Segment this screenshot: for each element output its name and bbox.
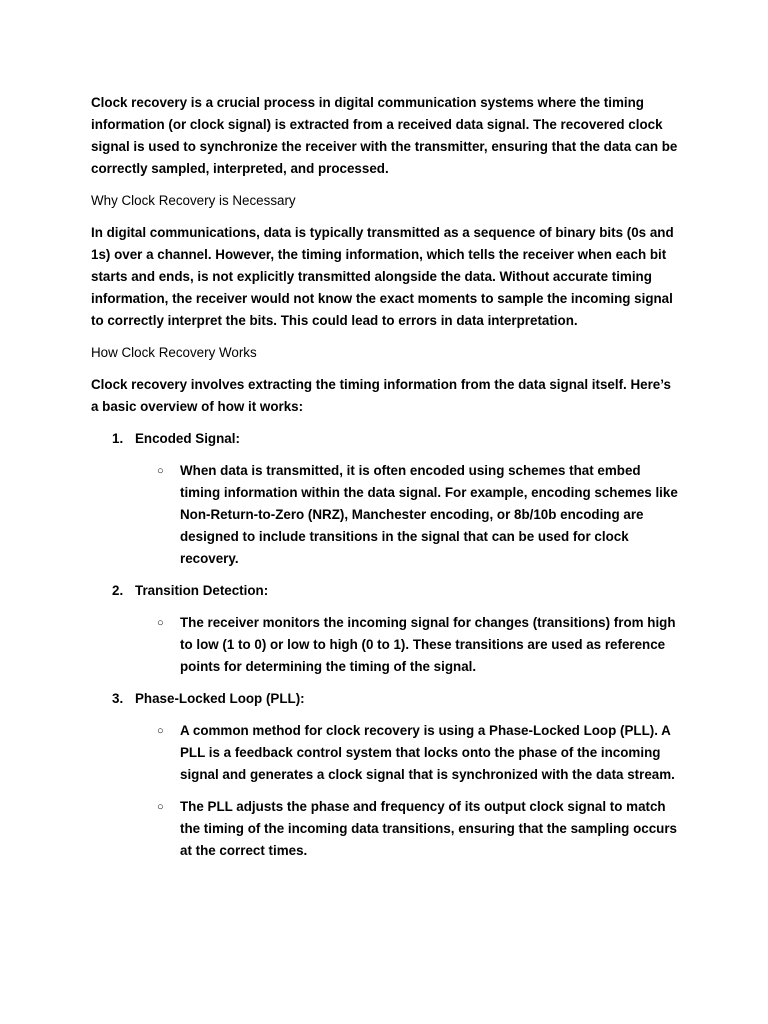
why-heading: Why Clock Recovery is Necessary [91, 193, 296, 208]
step-item [91, 580, 681, 678]
intro-paragraph: Clock recovery is a crucial process in digital communication systems where the timing information (or clock signal) is extracted from a received data signal. The recovered clock signal is used to synchronize the receiver with the transmitter, ensuring that the data can be correctly sampled, interpreted, and processed. [91, 95, 678, 176]
bullet-text: When data is transmitted, it is often encoded using schemes that embed timing information within the data signal. For example, encoding schemes like Non-Return-to-Zero (NRZ), Manchester encoding, or 8b/10b encoding are designed to include transitions in the signal that can be used for clock recovery. [180, 463, 678, 566]
step-bullets [91, 720, 681, 862]
step-title: Phase-Locked Loop (PLL): [135, 691, 305, 706]
circle-bullet-icon: ○ [157, 465, 164, 477]
step-number: 2. [112, 583, 124, 598]
bullet-text: A common method for clock recovery is using a Phase-Locked Loop (PLL). A PLL is a feedback control system that locks onto the phase of the incoming signal and generates a clock signal that is synchronized with the data stream. [180, 723, 675, 782]
step-heading [91, 688, 681, 710]
step-number: 3. [112, 691, 124, 706]
bullet-text: The PLL adjusts the phase and frequency of its output clock signal to match the timing of the incoming data transitions, ensuring that the sampling occurs at the correct times. [180, 799, 677, 858]
step-title: Transition Detection: [135, 583, 269, 598]
how-heading: How Clock Recovery Works [91, 345, 257, 360]
step-bullets [91, 460, 681, 570]
bullet-item [91, 460, 681, 570]
step-number: 1. [112, 431, 124, 446]
step-heading [91, 580, 681, 602]
step-item [91, 688, 681, 862]
bullet-item [91, 720, 681, 786]
bullet-item [91, 796, 681, 862]
bullet-text: The receiver monitors the incoming signal for changes (transitions) from high to low (1 to 0) or low to high (0 to 1). These transitions are used as reference points for determining the timing of the signal. [180, 615, 676, 674]
step-title: Encoded Signal: [135, 431, 240, 446]
step-heading [91, 428, 681, 450]
how-paragraph: Clock recovery involves extracting the timing information from the data signal itself. Here’s a basic overview of how it works: [91, 377, 671, 414]
document-body [91, 92, 681, 872]
circle-bullet-icon: ○ [157, 617, 164, 629]
why-paragraph: In digital communications, data is typically transmitted as a sequence of binary bits (0s and 1s) over a channel. However, the timing information, which tells the receiver when each bit starts and ends, is not explicitly transmitted alongside the data. Without accurate timing information, the receiver would not know the exact moments to sample the incoming signal to correctly interpret the bits. This could lead to errors in data interpretation. [91, 225, 674, 328]
circle-bullet-icon: ○ [157, 725, 164, 737]
step-bullets [91, 612, 681, 678]
step-item [91, 428, 681, 570]
steps-list [91, 428, 681, 862]
bullet-item [91, 612, 681, 678]
circle-bullet-icon: ○ [157, 801, 164, 813]
